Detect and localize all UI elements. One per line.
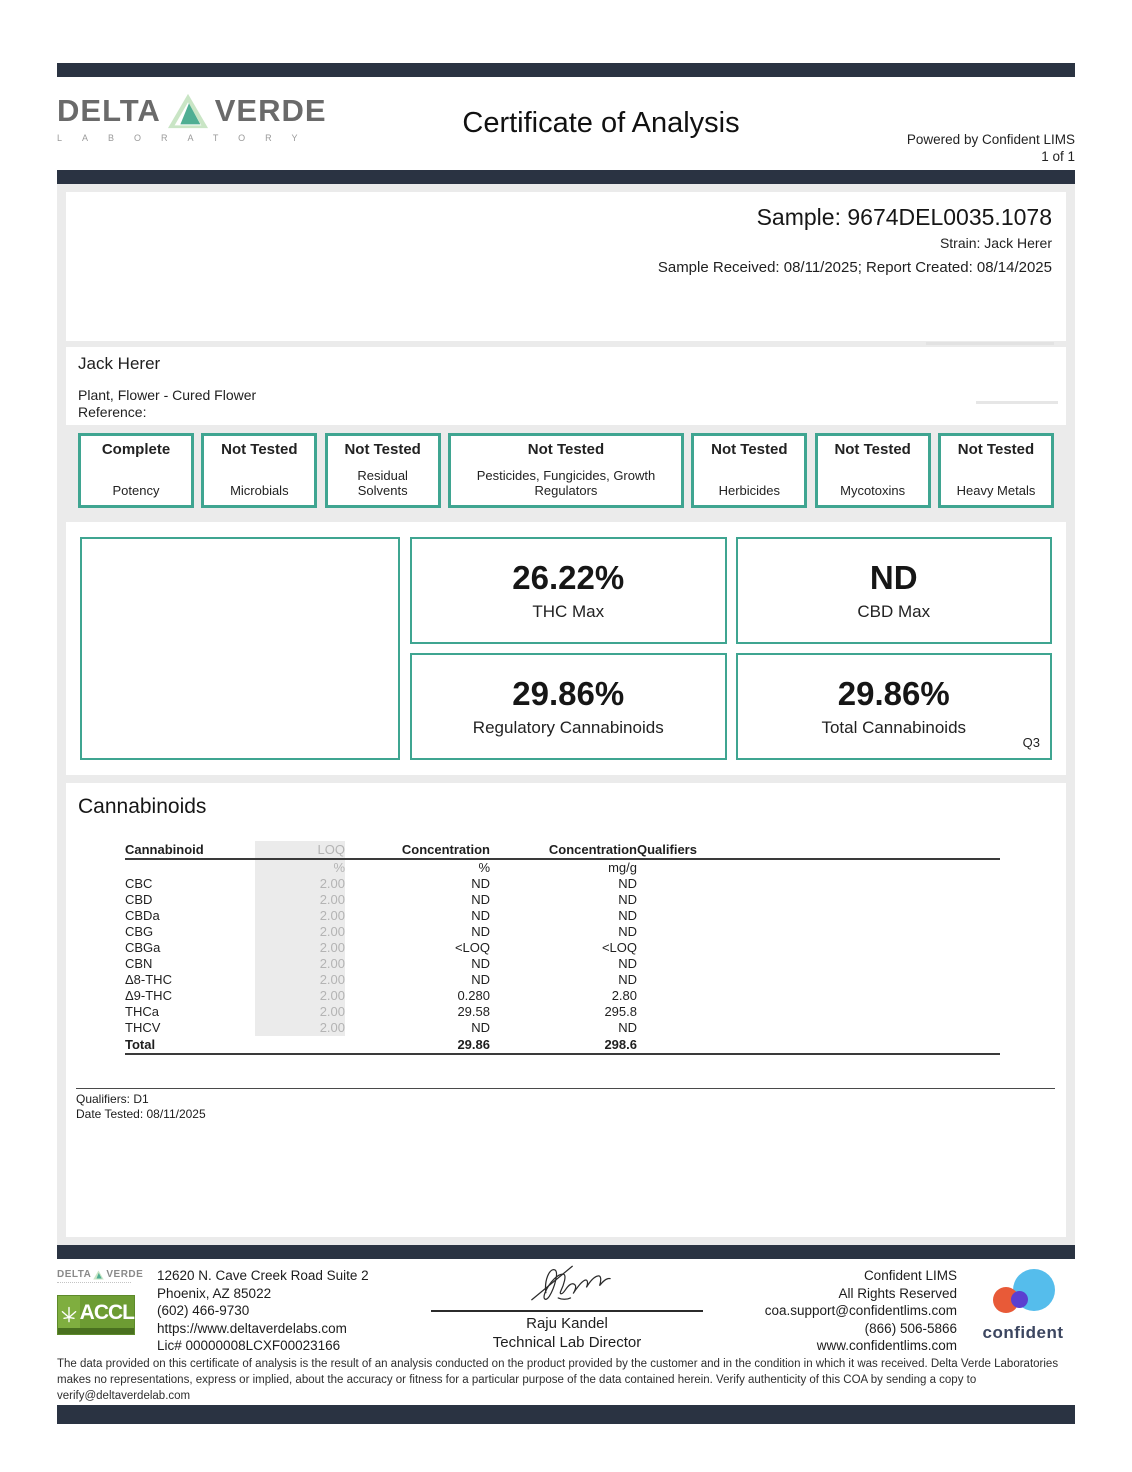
total-value: 29.86% <box>837 675 950 712</box>
sample-info-panel <box>66 192 1066 341</box>
table-row: THCV 2.00 ND ND <box>125 1020 637 1035</box>
status-value: Not Tested <box>527 441 605 458</box>
logo-word-verde: VERDE <box>214 93 327 128</box>
status-value: Not Tested <box>221 441 298 458</box>
accl-footer-strip <box>58 1328 134 1334</box>
product-type: Plant, Flower - Cured Flower <box>78 387 257 403</box>
total-qualifier: Q3 <box>1022 735 1040 750</box>
status-category: Herbicides <box>718 483 781 498</box>
lab-logo <box>57 77 357 170</box>
test-status-row <box>66 433 1066 508</box>
sample-strain: Strain: Jack Herer <box>939 235 1052 251</box>
table-row: THCa 2.00 29.58 295.8 <box>125 1004 637 1019</box>
cannabinoids-table <box>125 841 1000 1055</box>
table-row: CBC 2.00 ND ND <box>125 876 637 891</box>
address-line: Phoenix, AZ 85022 <box>157 1285 272 1301</box>
table-row: CBN 2.00 ND ND <box>125 956 637 971</box>
regulatory-value: 29.86% <box>512 675 625 712</box>
status-category: Pesticides, Fungicides, Growth Regulators <box>476 468 656 498</box>
date-tested: Date Tested: 08/11/2025 <box>76 1107 206 1121</box>
status-value: Not Tested <box>711 441 788 458</box>
signature-line <box>431 1310 703 1312</box>
status-category: Microbials <box>230 483 289 498</box>
sample-image-placeholder <box>80 537 400 760</box>
thc-max-label: THC Max <box>532 602 605 621</box>
disclaimer-text: The data provided on this certificate of analysis is the result of an analysis conducted on the product provided by the customer and in the condition in which it was received. Delta Verde Laboratories makes no representations, express or implied, about the accuracy or fitness for a particular purpose of the data contained herein. Verify authenticity of this COA by sending a copy to verify@deltaverdelab.com <box>57 1358 1059 1402</box>
address-line: 12620 N. Cave Creek Road Suite 2 <box>157 1268 369 1283</box>
lab-license: Lic# 00000008LCXF00023166 <box>157 1338 341 1353</box>
unit-cell: % <box>478 860 490 875</box>
col-header-cannabinoid: Cannabinoid <box>125 841 255 859</box>
top-rule-bar <box>57 63 1075 77</box>
lab-phone: (602) 466-9730 <box>157 1303 250 1318</box>
col-header-loq: LOQ <box>255 841 345 859</box>
logo-subtitle: LABORATORY <box>57 133 318 143</box>
table-total-row: Total 29.86 298.6 <box>125 1036 1000 1054</box>
unit-cell: % <box>255 859 345 876</box>
lims-contact-block <box>705 1265 957 1351</box>
unit-cell: mg/g <box>608 860 637 875</box>
status-category: Potency <box>112 483 160 498</box>
signatory-title: Technical Lab Director <box>492 1334 642 1351</box>
confident-logo-icon <box>991 1269 1055 1321</box>
lims-email: coa.support@confidentlims.com <box>764 1303 957 1318</box>
status-category: Residual Solvents <box>357 468 408 498</box>
lab-address-block <box>157 1265 429 1351</box>
confident-wordmark: confident <box>982 1323 1064 1342</box>
status-box-mycotoxins <box>815 433 931 508</box>
signature-block <box>429 1265 705 1351</box>
thc-max-box <box>410 537 727 644</box>
cbd-max-box <box>736 537 1053 644</box>
status-box-microbials <box>201 433 317 508</box>
product-info-panel <box>66 347 1066 425</box>
total-cannabinoids-box <box>736 653 1053 760</box>
product-name: Jack Herer <box>78 354 161 373</box>
top-margin <box>57 0 1075 63</box>
status-category: Heavy Metals <box>956 483 1036 498</box>
table-units-row <box>125 859 1000 876</box>
logo-word-delta: DELTA <box>57 93 161 128</box>
bottom-rule-bar <box>57 1405 1075 1424</box>
delta-triangle-icon <box>93 1270 104 1280</box>
status-box-heavy-metals <box>938 433 1054 508</box>
qualifiers-note: Qualifiers: D1 <box>76 1092 149 1106</box>
unit-cell <box>125 859 255 876</box>
status-box-potency <box>78 433 194 508</box>
lab-website: https://www.deltaverdelabs.com <box>157 1320 347 1336</box>
total-label: Total Cannabinoids <box>821 718 967 737</box>
mini-lab-logo <box>57 1269 157 1280</box>
sample-id: Sample: 9674DEL0035.1078 <box>756 204 1052 230</box>
header <box>57 77 1075 170</box>
header-rule-bar <box>57 170 1075 184</box>
footer-rule-bar <box>57 1245 1075 1259</box>
footer <box>57 1259 1075 1351</box>
qualifiers-note-block <box>76 1088 1055 1122</box>
accl-label: ACCL <box>79 1301 134 1324</box>
page-title: Certificate of Analysis <box>462 107 740 139</box>
metric-grid <box>410 537 1052 760</box>
regulatory-cannabinoids-box <box>410 653 727 760</box>
lims-website: www.confidentlims.com <box>816 1338 957 1353</box>
signature-image <box>487 1261 647 1305</box>
status-category: Mycotoxins <box>840 483 906 498</box>
unit-cell <box>637 859 1000 876</box>
col-header-concentration-mgg: Concentration <box>490 841 637 859</box>
mini-logo-word: DELTA <box>57 1269 92 1280</box>
status-box-residual-solvents <box>325 433 441 508</box>
table-row: CBD 2.00 ND ND <box>125 892 637 907</box>
header-meta <box>845 77 1075 170</box>
section-title: Cannabinoids <box>78 795 207 818</box>
table-row: Δ9-THC 2.00 0.280 2.80 <box>125 988 637 1003</box>
page-count: 1 of 1 <box>1041 149 1075 164</box>
thc-max-value: 26.22% <box>512 559 625 596</box>
lims-line: Confident LIMS <box>863 1268 957 1283</box>
status-value: Not Tested <box>834 441 911 458</box>
lims-phone: (866) 506-5866 <box>864 1320 957 1336</box>
status-box-pesticides <box>448 433 684 508</box>
accl-accreditation-logo <box>57 1295 135 1335</box>
powered-by: Powered by Confident LIMS <box>906 132 1075 147</box>
signatory-name: Raju Kandel <box>526 1315 608 1332</box>
cbd-max-label: CBD Max <box>857 602 931 621</box>
cbd-max-value: ND <box>869 559 918 596</box>
lims-line: All Rights Reserved <box>838 1285 957 1301</box>
product-reference: Reference: <box>78 404 147 420</box>
col-header-concentration-pct: Concentration <box>345 841 490 859</box>
table-row: CBG 2.00 ND ND <box>125 924 637 939</box>
summary-metrics-panel <box>66 522 1066 775</box>
table-row: CBDa 2.00 ND ND <box>125 908 637 923</box>
status-box-herbicides <box>691 433 807 508</box>
redaction-mark <box>926 342 1054 345</box>
footer-logos <box>57 1265 157 1351</box>
table-row: CBGa 2.00 <LOQ <LOQ <box>125 940 637 955</box>
mini-logo-subtitle <box>57 1282 131 1283</box>
sample-dates: Sample Received: 08/11/2025; Report Created: 08/14/2025 <box>657 259 1052 276</box>
document-body <box>57 184 1075 1245</box>
confident-logo <box>957 1265 1075 1351</box>
redaction-mark <box>976 401 1058 404</box>
status-value: Not Tested <box>957 441 1035 458</box>
purple-overlap-circle <box>1011 1291 1028 1308</box>
delta-triangle-icon <box>167 92 209 130</box>
regulatory-label: Regulatory Cannabinoids <box>472 718 664 737</box>
cannabinoids-panel <box>66 783 1066 1237</box>
status-value: Not Tested <box>344 441 421 458</box>
col-header-qualifiers: Qualifiers <box>637 841 1000 859</box>
status-value: Complete <box>101 441 171 458</box>
mini-logo-word: VERDE <box>106 1269 144 1280</box>
table-row: Δ8-THC 2.00 ND ND <box>125 972 637 987</box>
table-header-row <box>125 841 1000 859</box>
